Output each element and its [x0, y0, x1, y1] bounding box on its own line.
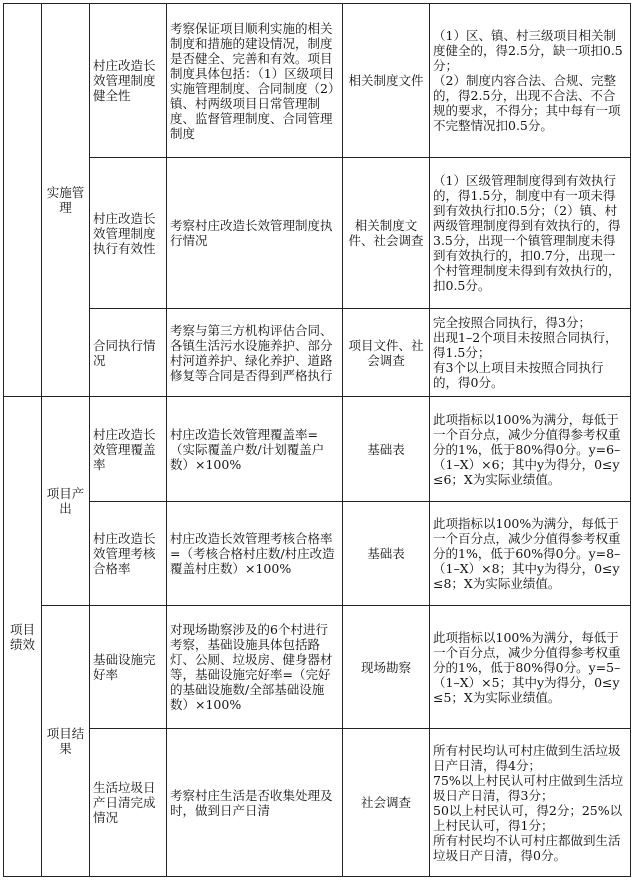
description-cell: 考察保证项目顺利实施的相关制度和措施的建设情况，制度是否健全、完善和有效。项目制度具体包括：（1）区级项目实施管理制度、合同制度（2）镇、村两级项目日常管理制度、监督管理制度、合同管理制度	[167, 4, 343, 158]
source-cell: 相关制度文件、社会调查	[343, 158, 430, 309]
scoring-cell	[430, 606, 631, 729]
scoring-line: （2）制度内容合法、合规、完整的，得2.5分，出现不合法、不合规的要求，不得分；其中每有一项不完整情况扣0.5分。	[433, 73, 621, 133]
level1-empty-cell	[4, 4, 42, 397]
scoring-cell	[430, 4, 631, 158]
level1-cell: 项目绩效	[4, 397, 42, 877]
scoring-line: 此项指标以100%为满分，每低于一个百分点，减少分值得参考权重分的1%，低于80%得0分。y=5–（1–X）×5；其中y为得分，0≤y≤5；X为实际业绩值。	[433, 629, 621, 705]
scoring-cell	[430, 502, 631, 606]
scoring-line: 此项指标以100%为满分，每低于一个百分点，减少分值得参考权重分的1%，低于80%得0分。y=6–（1–X）×6；其中y为得分，0≤y≤6；X为实际业绩值。	[433, 411, 621, 487]
table-row	[4, 4, 631, 158]
table-row	[4, 729, 631, 877]
table-row	[4, 158, 631, 309]
scoring-cell	[430, 158, 631, 309]
source-cell: 基础表	[343, 502, 430, 606]
scoring-cell	[430, 309, 631, 397]
indicator-cell: 生活垃圾日产日清完成情况	[90, 729, 167, 877]
indicator-cell: 基础设施完好率	[90, 606, 167, 729]
scoring-line: 75%以上村民认可村庄做到生活垃圾日产日清，得3分；	[433, 772, 624, 803]
description-cell: 考察与第三方机构评估合同、各镇生活污水设施养护、部分村河道养护、绿化养护、道路修复等合同是否得到严格执行	[167, 309, 343, 397]
scoring-cell	[430, 397, 631, 502]
table-row	[4, 397, 631, 502]
level2-cell: 项目产出	[42, 397, 90, 606]
table-row	[4, 606, 631, 729]
level2-cell: 项目结果	[42, 606, 90, 877]
scoring-line: 出现1–2个项目未按照合同执行，得1.5分；	[433, 330, 618, 360]
source-cell: 基础表	[343, 397, 430, 502]
scoring-line: 所有村民均认可村庄做到生活垃圾日产日清，得4分；	[433, 742, 621, 773]
evaluation-table	[3, 3, 631, 877]
scoring-line: 所有村民均不认可村庄都做到生活垃圾日产日清，得0分。	[433, 832, 621, 863]
indicator-cell: 合同执行情况	[90, 309, 167, 397]
scoring-line: （1）区、镇、村三级项目相关制度健全的，得2.5分，缺一项扣0.5分；	[433, 28, 623, 73]
scoring-line: 此项指标以100%为满分，每低于一个百分点，减少分值得参考权重分的1%，低于60%得0分。y=8–（1–X）×8；其中y为得分，0≤y≤8；X为实际业绩值。	[433, 516, 621, 591]
description-cell: 村庄改造长效管理考核合格率=（考核合格村庄数/村庄改造覆盖村庄数）×100%	[167, 502, 343, 606]
source-cell: 社会调查	[343, 729, 430, 877]
description-cell: 村庄改造长效管理覆盖率=（实际覆盖户数/计划覆盖户数）×100%	[167, 397, 343, 502]
source-cell: 项目文件、社会调查	[343, 309, 430, 397]
description-cell: 对现场勘察涉及的6个村进行考察，基础设施具体包括路灯、公厕、垃圾房、健身器材等，基础设施完好率=（完好的基础设施数/全部基础设施数）×100%	[167, 606, 343, 729]
scoring-line: 有3个以上项目未按照合同执行的，得0分。	[433, 360, 604, 390]
description-cell: 考察村庄改造长效管理制度执行情况	[167, 158, 343, 309]
source-cell: 相关制度文件	[343, 4, 430, 158]
scoring-line: 完全按照合同执行，得3分；	[433, 315, 591, 330]
table-row	[4, 309, 631, 397]
table-row	[4, 502, 631, 606]
level2-cell: 实施管理	[42, 4, 90, 397]
description-cell: 考察村庄生活是否收集处理及时，做到日产日清	[167, 729, 343, 877]
scoring-line: 50以上村民认可，得2分；25%以上村民认可，得1分；	[433, 802, 623, 833]
indicator-cell: 村庄改造长效管理制度执行有效性	[90, 158, 167, 309]
indicator-cell: 村庄改造长效管理覆盖率	[90, 397, 167, 502]
indicator-cell: 村庄改造长效管理制度健全性	[90, 4, 167, 158]
indicator-cell: 村庄改造长效管理考核合格率	[90, 502, 167, 606]
source-cell: 现场勘察	[343, 606, 430, 729]
scoring-line: （1）区级管理制度得到有效执行的，得1.5分，制度中有一项未得到有效执行扣0.5分；（2）镇、村两级管理制度得到有效执行的，得3.5分，出现一个镇管理制度未得到有效执行的，扣0.7分，出现一个村管理制度未得到有效执行的，扣0.5分。	[433, 173, 621, 293]
scoring-cell	[430, 729, 631, 877]
